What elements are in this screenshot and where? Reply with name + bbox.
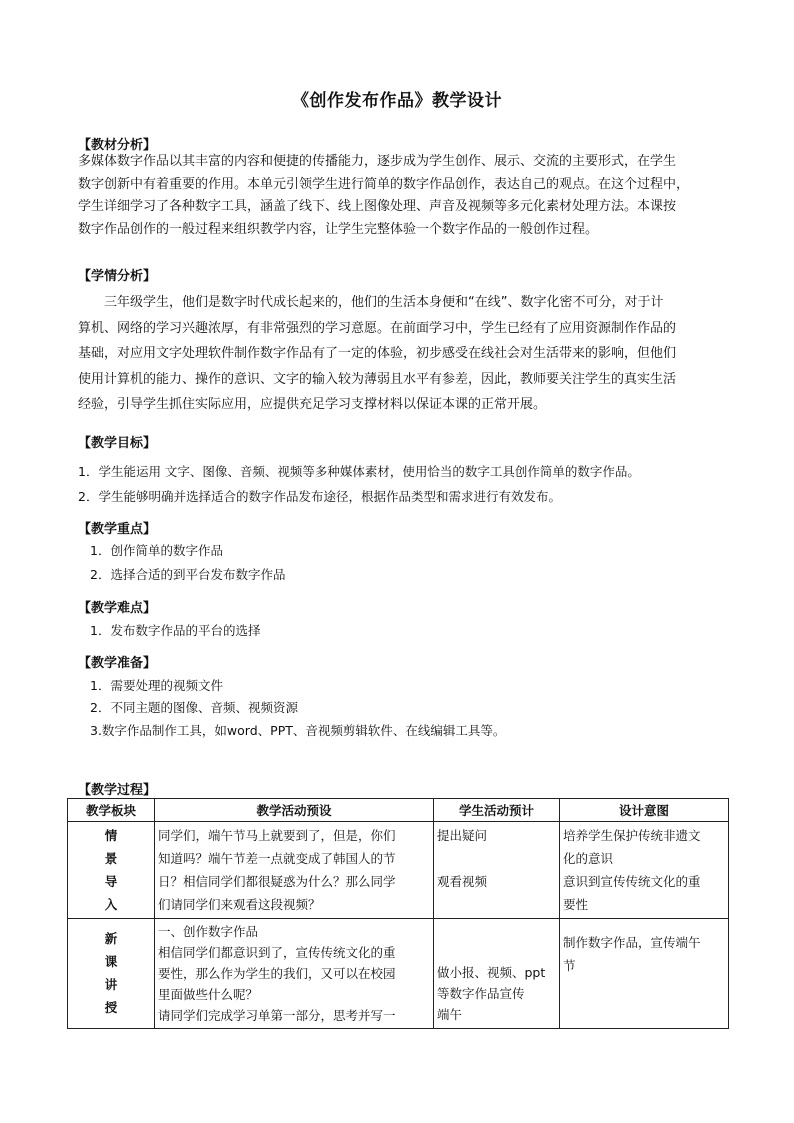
teacher-activity-line: 知道吗？端午节差一点就变成了韩国人的节 <box>158 851 396 866</box>
keypoint-item: 1．创作简单的数字作品 <box>90 543 223 558</box>
learners-line: 经验，引导学生抓住实际应用，应提供充足学习支撑材料以保证本课的正常开展。 <box>78 397 547 412</box>
stage-cell <box>68 822 155 919</box>
design-intent-cell <box>560 822 729 919</box>
table-row <box>68 919 729 1029</box>
stage-char: 新 <box>104 931 118 946</box>
student-activity-cell <box>434 919 560 1029</box>
student-activity-line: 观看视频 <box>437 874 488 889</box>
difficulty-item: 1．发布数字作品的平台的选择 <box>90 623 261 638</box>
column-header: 教学活动预设 <box>155 799 434 822</box>
section-heading-analysis: 【教材分析】 <box>78 138 157 153</box>
section-heading-process: 【教学过程】 <box>78 783 157 798</box>
table-row <box>68 822 729 919</box>
student-activity-cell <box>434 822 560 919</box>
section-heading-preparation: 【教学准备】 <box>78 656 157 671</box>
teacher-activity-line: 相信同学们都意识到了，宣传传统文化的重 <box>158 945 396 960</box>
teacher-activity-line: 要性，那么作为学生的我们，又可以在校园 <box>158 966 396 981</box>
teacher-activity-line: 们请同学们来观看这段视频？ <box>158 897 321 912</box>
stage-cell <box>68 919 155 1029</box>
stage-char: 授 <box>104 1000 118 1015</box>
learners-line: 基础，对应用文字处理软件制作数字作品有了一定的体验，初步感受在线社会对生活带来的影响，但他们 <box>78 346 677 361</box>
learners-paragraph <box>78 290 726 418</box>
teacher-activity-cell <box>155 919 434 1029</box>
stage-char: 导 <box>104 874 118 889</box>
table-header-row <box>68 799 729 822</box>
keypoint-item: 2．选择合适的到平台发布数字作品 <box>90 567 286 582</box>
design-intent-line: 制作数字作品，宣传端午 <box>563 935 701 950</box>
student-activity-line <box>437 931 556 941</box>
learners-line: 使用计算机的能力、操作的意识、文字的输入较为薄弱且水平有参差，因此，教师要关注学生的真实生活 <box>78 371 677 387</box>
design-intent-line: 要性 <box>563 897 589 912</box>
teacher-activity-line: 日？相信同学们都很疑惑为什么？那么同学 <box>158 874 396 889</box>
column-header: 设计意图 <box>560 799 729 822</box>
column-header: 教学板块 <box>68 799 155 822</box>
objective-item: 1．学生能运用 文字、图像、音频、视频等多种媒体素材，使用恰当的数字工具创作简单的数字作品。 <box>78 464 640 479</box>
section-heading-learners: 【学情分析】 <box>78 269 157 284</box>
learners-line: 算机、网络的学习兴趣浓厚，有非常强烈的学习意愿。在前面学习中，学生已经有了应用资源制作作品的 <box>78 320 677 336</box>
design-intent-line: 化的意识 <box>563 851 614 866</box>
student-activity-line <box>437 941 556 962</box>
teacher-activity-cell <box>155 822 434 919</box>
analysis-line: 学生详细学习了各种数字工具，涵盖了线下、线上图像处理、声音及视频等多元化素材处理方法。本课按 <box>78 199 677 214</box>
analysis-line: 数字创新中有着重要的作用。本单元引领学生进行简单的数字作品创作，表达自己的观点。在这个过程中， <box>78 176 690 192</box>
student-activity-line: 等数字作品宣传 <box>437 986 525 1001</box>
student-activity-line: 提出疑问 <box>437 828 488 843</box>
analysis-line: 数字作品创作的一般过程来组织教学内容，让学生完整体验一个数字作品的一般创作过程。 <box>78 221 599 237</box>
preparation-item: 3.数字作品制作工具，如word、PPT、音视频剪辑软件、在线编辑工具等。 <box>90 723 506 738</box>
design-intent-line: 节 <box>563 958 576 973</box>
teacher-activity-line: 同学们，端午节马上就要到了，但是，你们 <box>158 828 396 843</box>
document-title: 《创作发布作品》教学设计 <box>292 91 502 111</box>
preparation-item: 2．不同主题的图像、音频、视频资源 <box>90 700 298 715</box>
design-intent-line: 培养学生保护传统非遗文 <box>563 828 701 843</box>
preparation-item: 1．需要处理的视频文件 <box>90 678 223 693</box>
student-activity-line: 做小报、视频、ppt <box>437 965 546 980</box>
section-heading-difficulties: 【教学难点】 <box>78 601 157 616</box>
objective-item: 2．学生能够明确并选择适合的数字作品发布途径，根据作品类型和需求进行有效发布。 <box>78 489 561 504</box>
design-intent-cell <box>560 919 729 1029</box>
stage-char: 情 <box>104 828 118 843</box>
section-heading-keypoints: 【教学重点】 <box>78 522 157 537</box>
stage-char: 景 <box>104 851 118 866</box>
section-heading-objectives: 【教学目标】 <box>78 436 157 451</box>
student-activity-line: 端午 <box>437 1007 463 1022</box>
teacher-activity-line: 里面做些什么呢？ <box>158 987 259 1002</box>
stage-char: 讲 <box>104 977 118 992</box>
stage-char: 入 <box>104 897 118 912</box>
teacher-activity-line: 请同学们完成学习单第一部分，思考并写一 <box>158 1008 396 1023</box>
design-intent-line: 意识到宣传传统文化的重 <box>563 874 701 889</box>
analysis-paragraph <box>78 151 726 241</box>
student-activity-line <box>437 921 556 931</box>
stage-char: 课 <box>104 954 118 969</box>
teacher-activity-line: 一、创作数字作品 <box>158 924 259 939</box>
design-intent-line <box>563 921 725 931</box>
analysis-line: 多媒体数字作品以其丰富的内容和便捷的传播能力，逐步成为学生创作、展示、交流的主要形式，在学生 <box>78 154 677 169</box>
process-table <box>67 798 729 1029</box>
learners-line: 三年级学生，他们是数字时代成长起来的，他们的生活本身便和“在线”、数字化密不可分，对于计 <box>104 295 664 310</box>
column-header: 学生活动预计 <box>434 799 560 822</box>
student-activity-line <box>437 847 556 870</box>
